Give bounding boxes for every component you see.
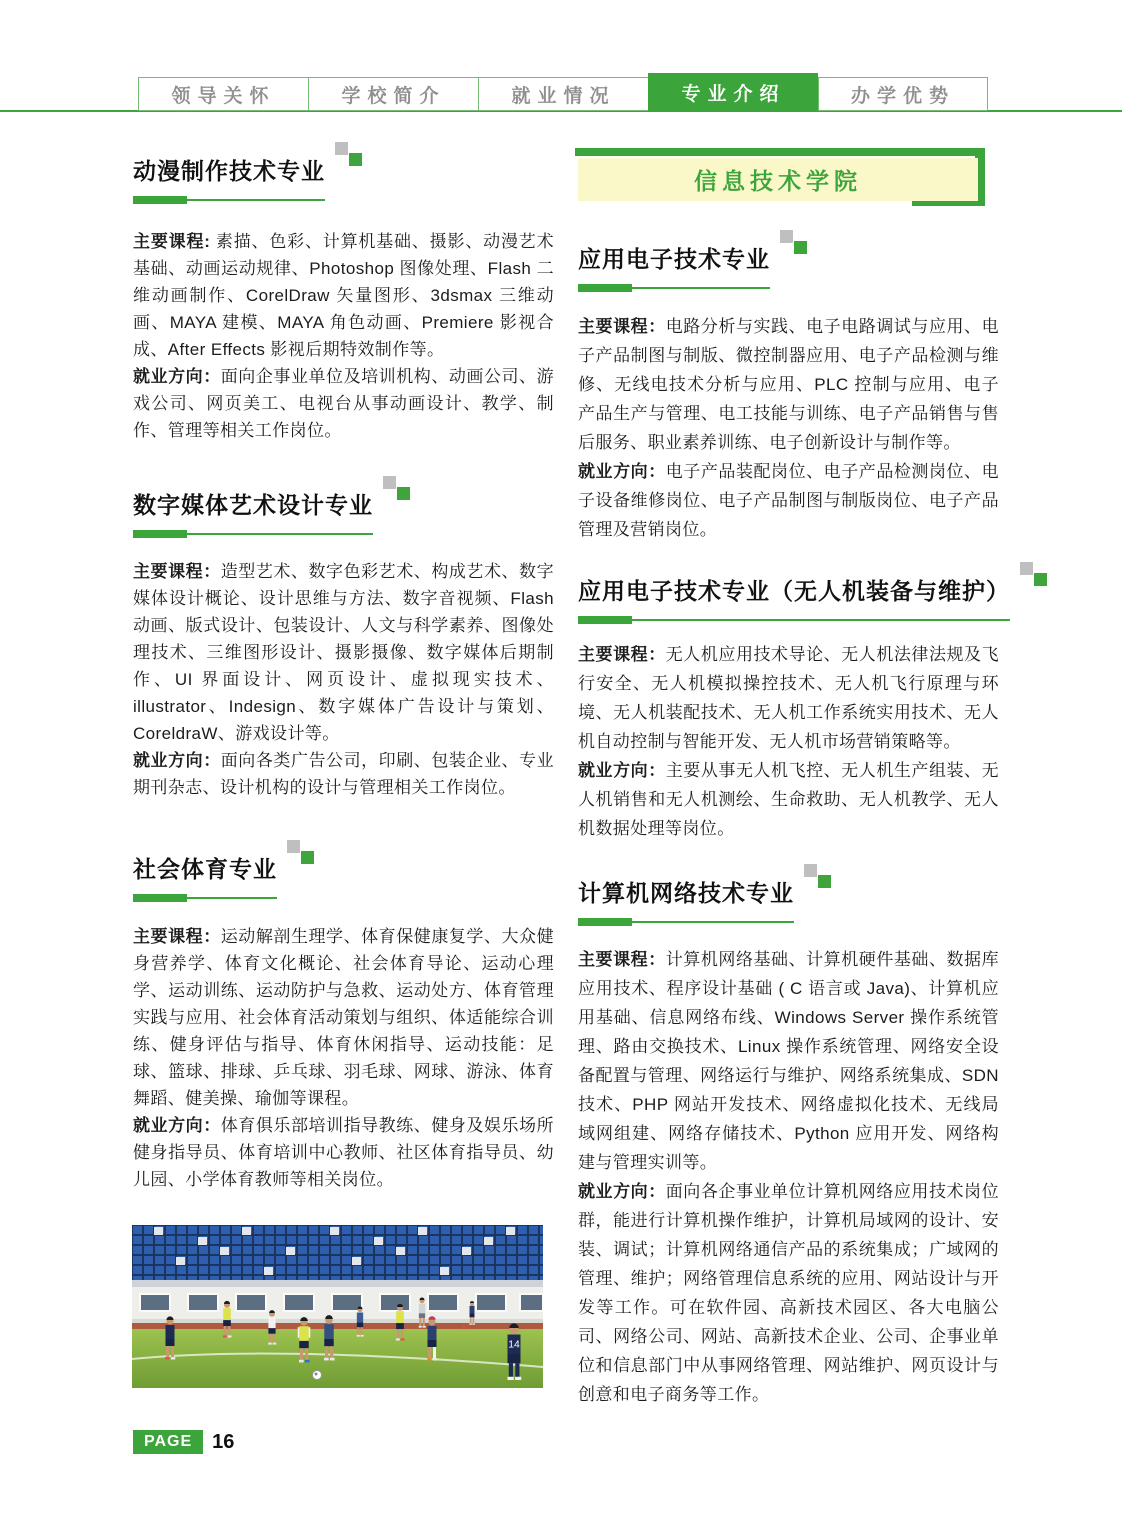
section-heading-computer-network: [578, 878, 794, 926]
heading-underline: [133, 894, 277, 902]
section-body-uav: [578, 640, 999, 843]
jobs-label: 就业方向：: [133, 751, 221, 770]
jobs-label: 就业方向：: [578, 761, 666, 780]
heading-underline: [578, 918, 794, 926]
section-body-digital-media: [133, 558, 554, 801]
courses-label: 主要课程：: [578, 317, 666, 336]
section-heading-social-sports: [133, 854, 277, 902]
jobs-paragraph: [133, 747, 554, 801]
jobs-label: 就业方向：: [133, 367, 221, 386]
courses-text: 电路分析与实践、电子电路调试与应用、电子产品制图与制版、微控制器应用、电子产品检测与维修、无线电技术分析与应用、PLC 控制与应用、电子产品生产与管理、电工技能与训练、电子产品销售与售后服务、职业素养训练、电子创新设计与制作等。: [578, 317, 1000, 452]
soccer-photo-graphic: [132, 1225, 543, 1388]
section-body-animation: [133, 228, 554, 444]
courses-label: 主要课程：: [133, 562, 221, 581]
courses-paragraph: [578, 945, 999, 1177]
courses-paragraph: [133, 558, 554, 747]
tab-majors-active[interactable]: 专业介绍: [648, 73, 818, 112]
jobs-label: 就业方向：: [133, 1116, 221, 1135]
section-heading-uav: [578, 576, 1010, 624]
section-title: 数字媒体艺术设计专业: [133, 492, 373, 518]
courses-label: 主要课程：: [133, 927, 221, 946]
heading-underline: [578, 616, 1010, 624]
jobs-text: 面向企事业单位及培训机构、动画公司、游戏公司、网页美工、电视台从事动画设计、教学、制作、管理等相关工作岗位。: [133, 367, 555, 440]
college-banner-title: 信息技术学院: [694, 168, 862, 194]
page-label-badge: PAGE: [133, 1430, 203, 1454]
jobs-text: 主要从事无人机飞控、无人机生产组装、无人机销售和无人机测绘、生命救助、无人机教学、无人机数据处理等岗位。: [578, 761, 1000, 838]
section-heading-animation: [133, 156, 325, 204]
heading-underline: [133, 530, 373, 538]
courses-paragraph: [133, 228, 554, 363]
jobs-text: 面向各企事业单位计算机网络应用技术岗位群，能进行计算机操作维护，计算机局域网的设计、安装、调试；计算机网络通信产品的系统集成；广域网的管理、维护；网络管理信息系统的应用、网站设计与开发等工作。可在软件园、高新技术园区、各大电脑公司、网络公司、网站、高新技术企业、公司、企事业单位和信息部门中从事网络管理、网站维护、网页设计与创意和电子商务等工作。: [578, 1182, 1000, 1404]
tab-employment[interactable]: 就业情况: [478, 77, 648, 111]
section-title: 动漫制作技术专业: [133, 158, 325, 184]
corner-squares-icon: [383, 476, 411, 502]
courses-label: 主要课程：: [578, 645, 666, 664]
jobs-text: 面向各类广告公司，印刷、包装企业、专业期刊杂志、设计机构的设计与管理相关工作岗位。: [133, 751, 555, 797]
corner-squares-icon: [287, 840, 315, 866]
courses-paragraph: [133, 923, 554, 1112]
courses-label: 主要课程:: [133, 232, 216, 251]
section-body-applied-electronics: [578, 312, 999, 544]
courses-text: 造型艺术、数字色彩艺术、构成艺术、数字媒体设计概论、设计思维与方法、数字音视频、Flash 动画、版式设计、包装设计、人文与科学素养、图像处理技术、三维图形设计、摄影摄像、数字媒体后期制作、UI 界面设计、网页设计、虚拟现实技术、illustrator、Indesign、数字媒体广告设计与策划、CoreldraW、游戏设计等。: [133, 562, 555, 743]
jobs-paragraph: [133, 363, 554, 444]
tab-school-intro[interactable]: 学校简介: [308, 77, 478, 111]
section-title: 应用电子技术专业（无人机装备与维护）: [578, 578, 1010, 604]
section-title: 计算机网络技术专业: [578, 880, 794, 906]
corner-squares-icon: [804, 864, 832, 890]
heading-underline: [133, 196, 325, 204]
section-heading-digital-media: [133, 490, 373, 538]
banner-box: [578, 158, 978, 201]
section-body-social-sports: [133, 923, 554, 1193]
corner-squares-icon: [1020, 562, 1048, 588]
section-heading-applied-electronics: [578, 244, 770, 292]
page-number: 16: [212, 1430, 235, 1453]
courses-paragraph: [578, 640, 999, 756]
corner-squares-icon: [335, 142, 363, 168]
heading-underline: [578, 284, 770, 292]
courses-text: 素描、色彩、计算机基础、摄影、动漫艺术基础、动画运动规律、Photoshop 图像处理、Flash 二维动画制作、CorelDraw 矢量图形、3dsmax 三维动画、MAYA 建模、MAYA 角色动画、Premiere 影视合成、After Effects 影视后期特效制作等。: [133, 232, 554, 359]
jobs-paragraph: [578, 756, 999, 843]
page-footer: [133, 1430, 234, 1454]
college-banner: [577, 148, 998, 208]
section-body-computer-network: [578, 945, 999, 1409]
jobs-text: 电子产品装配岗位、电子产品检测岗位、电子设备维修岗位、电子产品制图与制版岗位、电子产品管理及营销岗位。: [578, 462, 1000, 539]
section-title: 应用电子技术专业: [578, 246, 770, 272]
courses-paragraph: [578, 312, 999, 457]
jobs-paragraph: [578, 457, 999, 544]
banner-top-bar: [575, 148, 985, 156]
tab-advantages[interactable]: 办学优势: [818, 77, 988, 111]
corner-squares-icon: [780, 230, 808, 256]
jobs-text: 体育俱乐部培训指导教练、健身及娱乐场所健身指导员、体育培训中心教师、社区体育指导员、幼儿园、小学体育教师等相关岗位。: [133, 1116, 555, 1189]
courses-text: 运动解剖生理学、体育保健康复学、大众健身营养学、体育文化概论、社会体育导论、运动心理学、运动训练、运动防护与急救、运动处方、体育管理实践与应用、社会体育活动策划与组织、体适能综合训练、健身评估与指导、体育休闲指导、运动技能：足球、篮球、排球、乒乓球、羽毛球、网球、游泳、体育舞蹈、健美操、瑜伽等课程。: [133, 927, 555, 1108]
courses-text: 无人机应用技术导论、无人机法律法规及飞行安全、无人机模拟操控技术、无人机飞行原理与环境、无人机装配技术、无人机工作系统实用技术、无人机自动控制与智能开发、无人机市场营销策略等。: [578, 645, 1000, 751]
section-title: 社会体育专业: [133, 856, 277, 882]
jobs-paragraph: [578, 1177, 999, 1409]
soccer-training-photo: [132, 1225, 543, 1388]
jobs-paragraph: [133, 1112, 554, 1193]
top-nav: [138, 77, 988, 112]
tab-leadership[interactable]: 领导关怀: [138, 77, 308, 111]
jobs-label: 就业方向：: [578, 462, 666, 481]
jersey-number: 14: [508, 1339, 520, 1351]
courses-text: 计算机网络基础、计算机硬件基础、数据库应用技术、程序设计基础 ( C 语言或 Java)、计算机应用基础、信息网络布线、Windows Server 操作系统管理、路由交换技术、Linux 操作系统管理、网络安全设备配置与管理、网络运行与维护、网络系统集成、SDN 技术、PHP 网站开发技术、网络虚拟化技术、无线局域网组建、网络存储技术、Python 应用开发、网络构建与管理实训等。: [578, 950, 1000, 1172]
jobs-label: 就业方向：: [578, 1182, 666, 1201]
courses-label: 主要课程：: [578, 950, 666, 969]
